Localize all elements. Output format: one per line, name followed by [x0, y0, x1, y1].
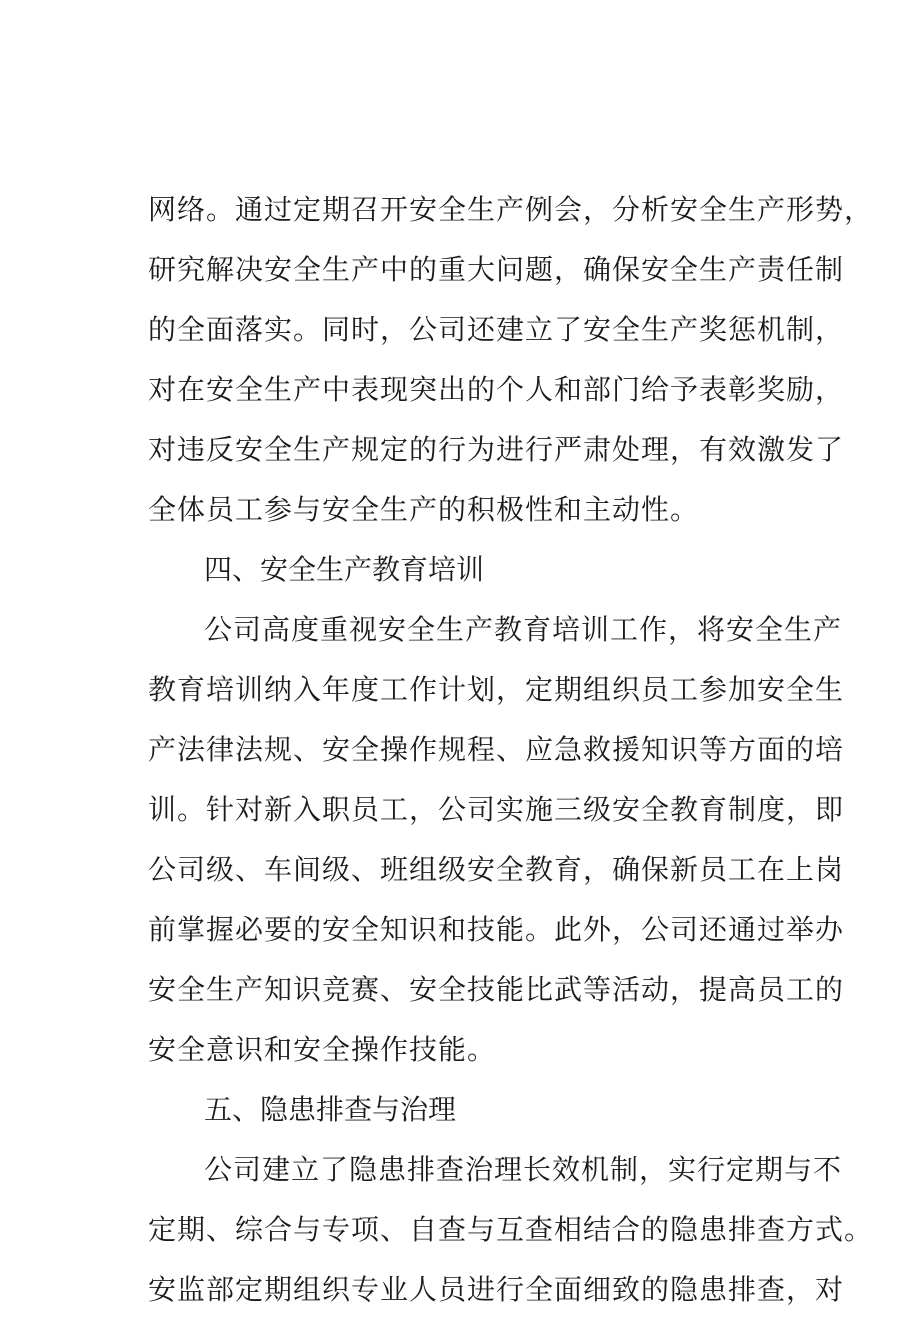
paragraph-line: 全体员工参与安全生产的积极性和主动性。 — [148, 493, 700, 526]
paragraph-line: 产法律法规、安全操作规程、应急救援知识等方面的培 — [148, 733, 845, 766]
section-heading-4: 四、安全生产教育培训 — [204, 553, 485, 586]
paragraph-line: 对违反安全生产规定的行为进行严肃处理，有效激发了 — [148, 433, 845, 466]
paragraph-line: 公司级、车间级、班组级安全教育，确保新员工在上岗 — [148, 853, 845, 886]
paragraph-line: 训。针对新入职员工，公司实施三级安全教育制度，即 — [148, 793, 845, 826]
paragraph-line: 前掌握必要的安全知识和技能。此外，公司还通过举办 — [148, 913, 845, 946]
paragraph-line: 研究解决安全生产中的重大问题，确保安全生产责任制 — [148, 253, 845, 286]
paragraph-line: 公司建立了隐患排查治理长效机制，实行定期与不 — [204, 1153, 843, 1186]
paragraph-line: 公司高度重视安全生产教育培训工作，将安全生产 — [204, 613, 843, 646]
paragraph-line: 教育培训纳入年度工作计划，定期组织员工参加安全生 — [148, 673, 845, 706]
paragraph-line: 的全面落实。同时，公司还建立了安全生产奖惩机制， — [148, 313, 845, 346]
paragraph-line: 网络。通过定期召开安全生产例会，分析安全生产形势， — [148, 193, 874, 226]
paragraph-line: 安监部定期组织专业人员进行全面细致的隐患排查，对 — [148, 1273, 845, 1306]
section-heading-5: 五、隐患排查与治理 — [204, 1093, 457, 1126]
paragraph-line: 安全生产知识竞赛、安全技能比武等活动，提高员工的 — [148, 973, 845, 1006]
paragraph-line: 对在安全生产中表现突出的个人和部门给予表彰奖励， — [148, 373, 845, 406]
paragraph-line: 安全意识和安全操作技能。 — [148, 1033, 497, 1066]
paragraph-line: 定期、综合与专项、自查与互查相结合的隐患排查方式。 — [148, 1213, 874, 1246]
